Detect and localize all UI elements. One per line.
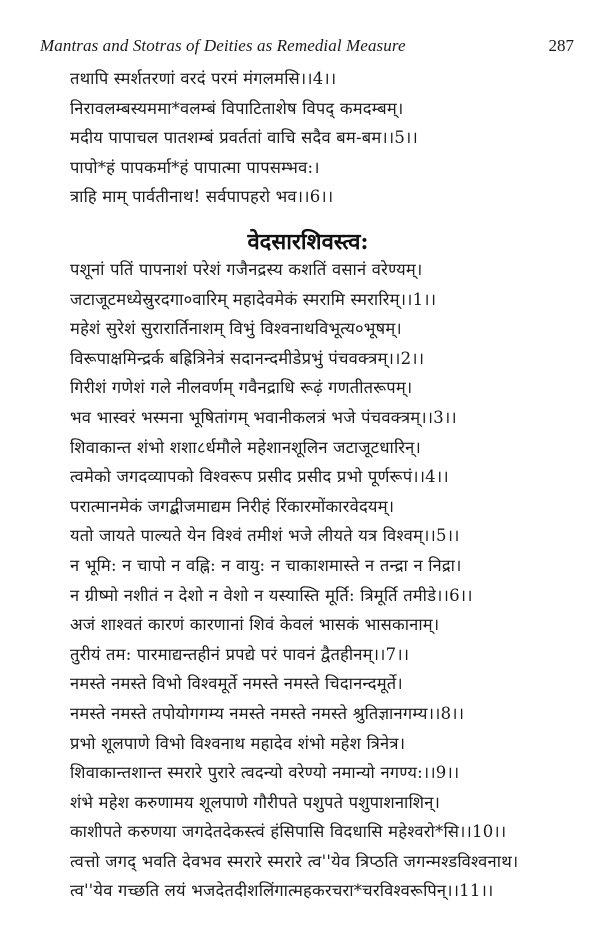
verse-line: तथापि स्मर्शतरणां वरदं परमं मंगलमसि।।4।।	[70, 69, 337, 88]
verse-line: विरूपाक्षमिन्द्रर्क बह्रित्रिनेत्रं सदानन्दमीडेप्रभुं पंचवक्त्रम्।।2।।	[70, 348, 425, 368]
verse-block-vedasara-shivastava	[70, 255, 590, 906]
verse-line: यतो जायते पाल्यते येन विश्वं तमीशं भजे लीयते यत्र विश्वम्।।5।।	[70, 526, 460, 546]
verse-line: जटाजूटमध्येस्रुरदगा०वारिम् महादेवमेकं स्मरामि स्मरारिम्।।1।।	[70, 289, 437, 309]
verse-line: त्राहि माम् पार्वतीनाथ! सर्वपापहरो भव।।6।।	[70, 187, 334, 207]
verse-line: महेशं सुरेशं सुरारार्तिनाशम् विभुं विश्वनाथविभूत्य०भूषम्।	[70, 319, 402, 339]
verse-line: अजं शाश्वतं कारणं कारणानां शिवं केवलं भासकं भासकानाम्।	[70, 615, 440, 635]
verse-line: परात्मानमेकं जगद्बीजमाद्यम निरीहं रिंकारमोंकारवेदयम्।	[70, 496, 395, 516]
verse-line: त्व''येव गच्छति लयं भजदेतदीशलिंगात्महकरचरा*चरविश्वरूपिन्।।11।।	[70, 881, 494, 901]
chapter-title: Mantras and Stotras of Deities as Remedial Measure	[40, 36, 406, 55]
section-heading: वेदसारशिवस्त्व:	[247, 229, 369, 255]
verse-line: पापो*हं पापकर्मा*हं पापात्मा पापसम्भव:।	[70, 157, 320, 177]
verse-line: त्वत्तो जगद् भवति देवभव स्मरारे स्मरारे त्व''येव त्रिप्ठति जगन्मश्डविश्वनाथ।	[70, 851, 519, 871]
verse-line: शिवाकान्त शंभो शशा८र्धमौले महेशानशूलिन जटाजूटधारिन्।	[70, 437, 421, 457]
verse-line: काशीपते करुणया जगदेतदेकस्त्वं हंसिपासि विदधासि महेश्वरो*सि।।10।।	[70, 822, 507, 842]
verse-line: निरावलम्बस्यममा*वलम्बं विपाटिताशेष विपद् कमदम्बम्।	[70, 98, 404, 118]
verse-line: नमस्ते नमस्ते तपोयोगगम्य नमस्ते नमस्ते नमस्ते श्रुतिज्ञानगम्य।।8।।	[70, 703, 465, 723]
verse-line: शिवाकान्तशान्त स्मरारे पुरारे त्वदन्यो वरेण्यो नमान्यो नगण्य:।।9।।	[70, 763, 460, 783]
verse-line: पशूनां पतिं पापनाशं परेशं गजैनद्रस्य कशतिं वसानं वरेण्यम्।	[70, 260, 423, 279]
verse-line: न ग्रीष्मो नशीतं न देशो न वेशो न यस्यास्ति मूर्ति: त्रिमूर्ति तमीडे।।6।।	[70, 585, 473, 605]
verse-line: गिरीशं गणेशं गले नीलवर्णम् गवैनद्राधि रूढ़ं गणतीतरूपम्।	[70, 378, 413, 398]
page-number: 287	[548, 36, 574, 55]
verse-block-previous-stotra	[70, 64, 590, 212]
verse-line: तुरीयं तम: पारमाद्यन्तहीनं प्रपद्ये परं पावनं द्वैतहीनम्।।7।।	[70, 644, 410, 664]
verse-line: न भूमि: न चापो न वह्नि: न वायु: न चाकाशमास्ते न तन्द्रा न निद्रा।	[70, 555, 462, 575]
verse-line: भव भास्वरं भस्मना भूषितांगम् भवानीकलत्रं भजे पंचवक्त्रम्।।3।।	[70, 407, 457, 427]
running-header	[40, 36, 574, 60]
verse-line: त्वमेको जगदव्यापको विश्वरूप प्रसीद प्रसीद प्रभो पूर्णरूपं।।4।।	[70, 467, 449, 487]
verse-line: मदीय पापाचल पातशम्बं प्रवर्ततां वाचि सदैव बम-बम।।5।।	[70, 128, 418, 148]
verse-line: शंभे महेश करुणामय शूलपाणे गौरीपते पशुपते पशुपाशनाशिन्।	[70, 792, 441, 812]
verse-line: प्रभो शूलपाणे विभो विश्वनाथ महादेव शंभो महेश त्रिनेत्र।	[70, 733, 406, 753]
verse-line: नमस्ते नमस्ते विभो विश्वमूर्ते नमस्ते नमस्ते चिदानन्दमूर्ते।	[70, 674, 403, 694]
